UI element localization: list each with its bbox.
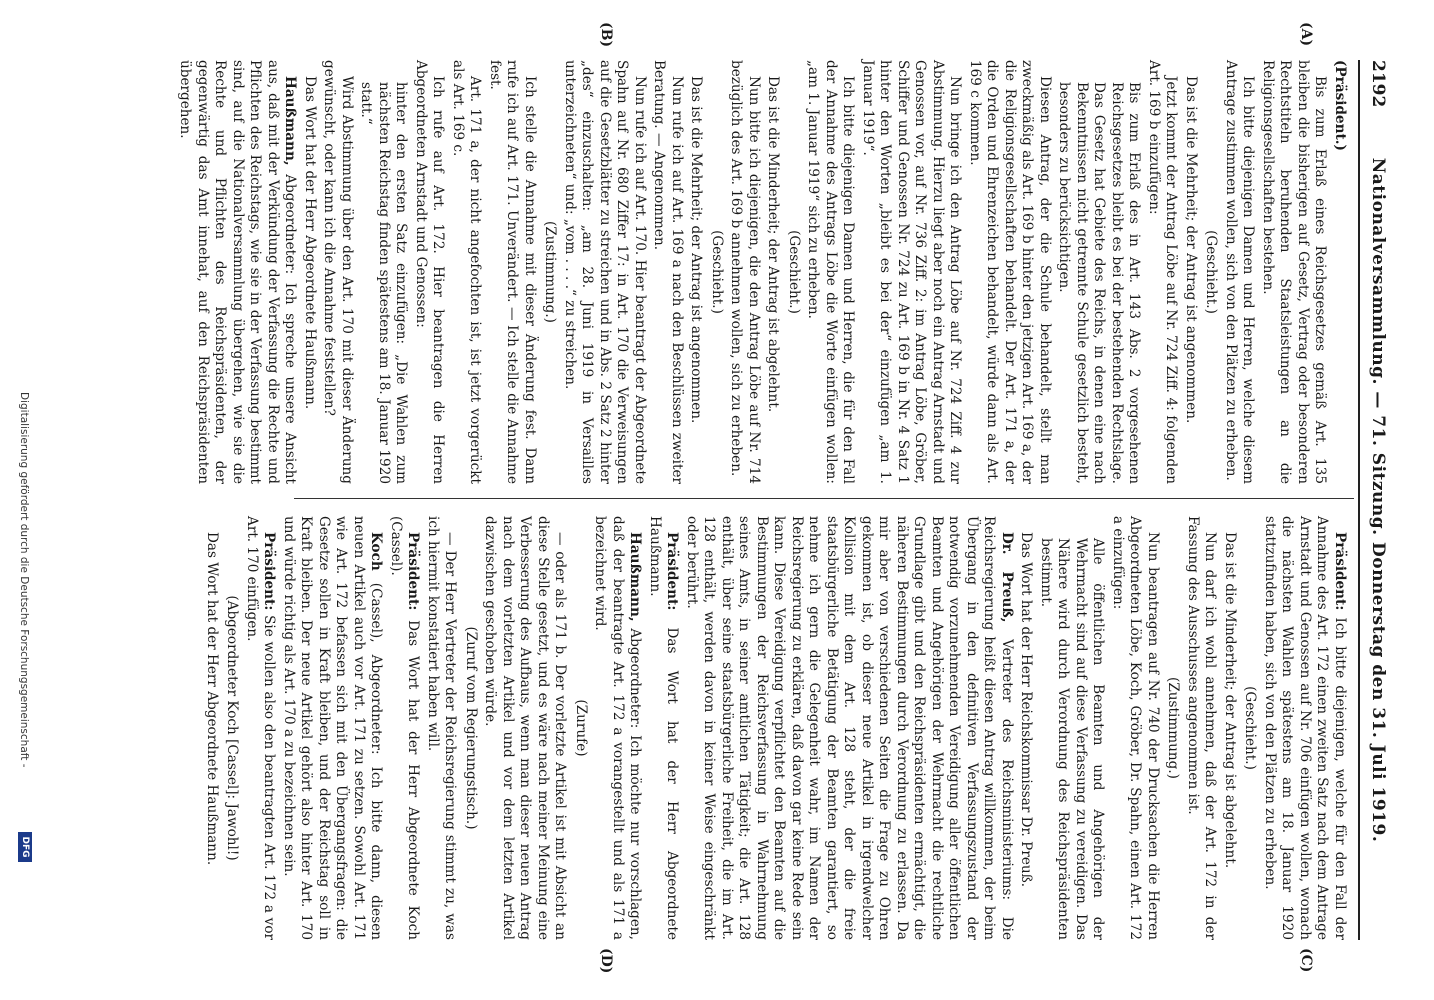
footer-text: Digitalisierung gefördert durch die Deutsche Forschungsgemeinschaft - bbox=[18, 392, 30, 768]
stage-direction bbox=[572, 516, 590, 940]
paragraph-text: Diesen Antrag, der die Schule behandelt, stellt man zweckmäßig als Art. 169 b hinter den jetzigen Art. 169 a, der die Religionsgesellschaften behandelt. Der Art. 171 a, der die Orden und Ehrenzeichen behandelt, würde dann als Art. 169 c kommen. bbox=[967, 60, 1053, 484]
paragraph-text: Nun darf ich wohl annehmen, daß der Art. 172 in der Fassung des Ausschusses angenommen ist. bbox=[1185, 516, 1219, 940]
paragraph bbox=[1145, 60, 1180, 484]
paragraph-text: Das ist die Mehrheit; der Antrag ist angenommen. bbox=[688, 76, 705, 424]
speaker-name: Präsident: bbox=[261, 532, 278, 611]
paragraph-text: Alle öffentlichen Beamten und Angehörigen der Wehrmacht sind auf diese Verfassung zu vereidigen. Das Nähere wird durch Verordnung des Reichspräsidenten bestimmt. bbox=[1038, 538, 1107, 940]
paragraph bbox=[280, 516, 385, 940]
paragraph bbox=[764, 60, 782, 484]
paragraph-text: Das Wort hat der Herr Abgeordnete Haußmann. bbox=[647, 516, 681, 941]
paragraph-text: Das Wort hat der Herr Abgeordnete Haußmann. bbox=[302, 76, 318, 410]
paragraph bbox=[646, 516, 681, 940]
paragraph bbox=[412, 60, 447, 484]
paragraph-text: Wird Abstimmung über den Art. 170 mit dieser Änderung gewünscht, oder kann ich die Annahme feststellen? bbox=[321, 60, 355, 484]
paragraph-text: Nun rufe ich auf Art. 170. Hier beantragt der Abgeordnete Spahn auf Nr. 680 Ziffer 17: in Art. 170 die Verweisungen auf die Gesetzblätter zu streichen und in Abs. 2 Satz 2 hinter „des“ einzuschalten: „am 28. Juni 1919 in Versailles unterzeichneten“ und: „vom . . . .“ zu streichen. bbox=[562, 60, 648, 484]
paragraph-text: (Zustimmung.) bbox=[542, 221, 559, 323]
paragraph-text: (Zustimmung.) bbox=[1165, 677, 1182, 779]
paragraph bbox=[481, 516, 569, 940]
paragraph-text: Nun rufe ich auf Art. 169 a nach den Beschlüssen zweiter Beratung. — Angenommen. bbox=[651, 60, 685, 484]
paragraph bbox=[1261, 516, 1349, 940]
paragraph-text: Nun beantragen auf Nr. 740 der Drucksachen die Herren Abgeordneten Löbe, Koch, Gröber, Dr. Spahn, einen Art. 172 a einzufügen: bbox=[1110, 516, 1161, 940]
column-divider bbox=[294, 498, 1354, 499]
paragraph-text: Das Wort hat der Herr Abgeordnete Koch (Cassel). bbox=[388, 516, 422, 940]
speaker-name: Haußmann, bbox=[627, 532, 644, 622]
footer-credit bbox=[14, 0, 34, 1000]
paragraph-text: Das ist die Minderheit; der Antrag ist abgelehnt. bbox=[765, 76, 782, 413]
paragraph-text: Ich stelle die Annahme mit dieser Änderung fest. Dann rufe ich auf Art. 171. Unverändert. — Ich stelle die Annahme fest. bbox=[487, 60, 538, 484]
paragraph bbox=[176, 60, 299, 484]
paragraph-text: (Geschieht.) bbox=[1203, 230, 1220, 314]
stage-direction bbox=[541, 60, 559, 484]
paragraph-text: (Abgeordneter Koch [Cassel]: Jawohl!) bbox=[224, 595, 241, 861]
left-text-column bbox=[174, 60, 1348, 484]
paragraph-text: — oder als 171 b. Der vorletzte Artikel ist mit Absicht an diese Stelle gesetzt, und es wäre nach meiner Meinung eine Verbesserung des Aufbaus, wenn man dieser neuen Antrag nach dem vorletzten Artikel und vor dem letzten Artikel dazwischen geschoben würde. bbox=[482, 516, 569, 940]
page-number: 2192 bbox=[1368, 60, 1388, 108]
speaker-line bbox=[1331, 60, 1349, 484]
speaker-name: Präsident: bbox=[1332, 532, 1348, 611]
paragraph-text: (Cassel), Abgeordneter: Ich bitte dann, diesen neuen Artikel auch vor Art. 171 zu setzen. Sowohl Art. 171 wie Art. 172 befassen sich mit den Übergangsfragen: die Gesetze sollen in Kraft bleiben, und der Reichstag soll in Kraft bleiben. Der neue Artikel gehört also hinter Art. 170 und würde richtig als Art. 170 a zu bezeichnen sein. bbox=[281, 516, 385, 940]
paragraph-text: (Geschieht.) bbox=[709, 230, 725, 314]
paragraph bbox=[1184, 516, 1219, 940]
paragraph bbox=[1222, 60, 1257, 484]
stage-direction bbox=[785, 60, 803, 484]
stage-direction bbox=[708, 60, 726, 484]
speaker-name: Präsident: bbox=[405, 532, 422, 611]
paragraph bbox=[804, 60, 857, 484]
paragraph-text: Das Wort hat der Herr Abgeordnete Haußmann. bbox=[204, 532, 220, 866]
paragraph-text: Abgeordneter: Ich spreche unsere Ansicht aus, daß mit der Verkündung der Verfassung die Rechte und Pflichten des Reichstags, wie sie in der Verfassung bestimmt sind, auf die Nationalversammlung übergehen, wie sie die Rechte und Pflichten des Reichspräsidenten, der gegenwärtig das Amt innehat, auf den Reichspräsidenten übergehen. bbox=[177, 60, 299, 484]
paragraph bbox=[687, 60, 705, 484]
page-header bbox=[1358, 60, 1394, 940]
paragraph bbox=[859, 60, 964, 484]
paragraph bbox=[1017, 516, 1035, 940]
quoted-motion bbox=[357, 60, 410, 484]
quoted-motion bbox=[1055, 60, 1143, 484]
quoted-motion bbox=[1037, 516, 1107, 940]
stage-direction bbox=[1241, 516, 1259, 940]
paragraph-text: Das ist die Mehrheit; der Antrag ist angenommen. bbox=[1183, 76, 1199, 424]
paragraph bbox=[727, 60, 762, 484]
speaker-name: Präsident: bbox=[664, 532, 681, 611]
paragraph-text: Das ist die Minderheit; der Antrag ist abgelehnt. bbox=[1222, 532, 1238, 869]
paragraph-text: Vertreter des Reichsministeriums: Die Reichsregierung heißt diesen Antrag willkommen, der beim Übergang in den definitiven Verfassungszustand der notwendig vorzunehmenden Vereidigung aller öffentlichen Beamten und Angehörigen der Wehrmacht die rechtliche Grundlage gibt und den Reichspräsidenten ermächtigt, die näheren Bestimmungen durch Verordnung zu erlassen. Da mir aber von verschiedenen Seiten die Frage zu Ohren gekommen ist, ob dieser neue Artikel in irgendwelcher Kollision mit dem Art. 128 steht, der die freie staatsbürgerliche Betätigung der Beamten garantiert, so nehme ich gern die Gelegenheit wahr, im Namen der Reichsregierung zu erklären, daß davon gar keine Rede sein kann. Diese Vereidigung verpflichtet den Beamten auf die Bestimmungen der Reichsverfassung in Wahrnehmung seines Amts, in seiner amtlichen Tätigkeit; die Art. 128 enthält, über seine staatsbürgerliche Freiheit, die im Art. 128 enthält, werden davon in keiner Weise eingeschränkt oder berührt. bbox=[684, 516, 1015, 940]
speaker-name: Dr. Preuß, bbox=[999, 532, 1015, 623]
speaker-name: Koch bbox=[368, 532, 385, 571]
margin-marker-c: (C) bbox=[1298, 948, 1314, 973]
paragraph bbox=[1259, 60, 1329, 484]
paragraph bbox=[683, 516, 1016, 940]
paragraph bbox=[301, 60, 319, 484]
paragraph-text: Bis zum Erlaß des in Art. 143 Abs. 2 vorgesehenen Reichsgesetzes bleibt es bei der bestehenden Rechtslage. Das Gesetz hat Gebiete des Reichs, in denen eine nach Bekenntnissen nicht getrennte Schule gesetzlich besteht, besonders zu berücksichtigen. bbox=[1056, 82, 1143, 484]
paragraph bbox=[486, 60, 539, 484]
paragraph-text: (Zuruf vom Regierungstisch.) bbox=[463, 626, 479, 830]
paragraph bbox=[243, 516, 278, 940]
speaker-name: Haußmann, bbox=[282, 76, 299, 166]
paragraph-text: (Geschieht.) bbox=[1242, 686, 1259, 770]
paragraph bbox=[320, 60, 355, 484]
dfg-logo: DFG bbox=[18, 832, 32, 862]
paragraph-text: (Geschieht.) bbox=[786, 230, 802, 314]
paragraph-text: Abgeordneter: Ich möchte nur vorschlagen, daß der beantragte Art. 172 a vorangestellt und als 171 a bezeichnet wird. bbox=[592, 516, 644, 940]
paragraph bbox=[424, 516, 459, 940]
paragraph-text: Sie wollen also den beantragten Art. 172 a vor Art. 170 einfügen. bbox=[244, 516, 278, 940]
paragraph-text: Nun bitte ich diejenigen, die den Antrag Löbe auf Nr. 714 bezüglich des Art. 169 b annehmen wollen, sich zu erheben. bbox=[728, 60, 762, 484]
paragraph-text: hinter den ersten Satz einzufügen: „Die Wahlen zum nächsten Reichstag finden spätestens am 18. Januar 1920 statt.“ bbox=[358, 82, 410, 484]
paragraph bbox=[650, 60, 685, 484]
paragraph-text: Bis zum Erlaß eines Reichsgesetzes gemäß Art. 135 bleiben die bisherigen auf Gesetz, Vertrag oder besonderen Rechtstiteln beruhenden Staatsleistungen an die Religionsgesellschaften bestehen. bbox=[1260, 60, 1329, 484]
stage-direction bbox=[462, 516, 480, 940]
paragraph-text: Art. 171 a, der nicht angefochten ist, ist jetzt vorgerückt als Art. 169 c. bbox=[450, 60, 484, 484]
paragraph-text: — Der Herr Vertreter der Reichsregierung stimmt zu, was ich hiermit konstatiert haben will. bbox=[425, 516, 459, 940]
paragraph bbox=[203, 516, 221, 940]
paragraph-text: (Zurufe) bbox=[573, 699, 589, 757]
right-text-column bbox=[201, 516, 1349, 940]
paragraph bbox=[966, 60, 1054, 484]
stage-direction bbox=[223, 516, 241, 940]
paragraph bbox=[1109, 516, 1162, 940]
stage-direction bbox=[1164, 516, 1182, 940]
paragraph bbox=[1182, 60, 1200, 484]
paragraph-text: Ich rufe auf Art. 172. Hier beantragen die Herren Abgeordneten Arnstadt und Genossen: bbox=[413, 60, 447, 484]
margin-marker-a: (A) bbox=[1298, 22, 1314, 47]
paragraph-text: Nun bringe ich den Antrag Löbe auf Nr. 724 Ziff. 4 zur Abstimmung. Hierzu liegt aber noch ein Antrag Arnstadt und Genossen vor, auf Nr. 736 Ziff. 2: im Antrag Löbe, Gröber, Schiffer und Genossen Nr. 724 zu Art. 169 b in Nr. 4 Satz 1 hinter den Worten „bleibt es bei der“ einzufügen „am 1. Januar 1919“. bbox=[860, 60, 964, 484]
paragraph bbox=[1221, 516, 1239, 940]
page-title: Nationalversammlung. — 71. Sitzung. Donnerstag den 31. Juli 1919. bbox=[1368, 157, 1388, 843]
paragraph-text: Das Wort hat der Herr Reichskommissar Dr. Preuß. bbox=[1018, 532, 1035, 888]
margin-marker-d: (D) bbox=[598, 948, 614, 974]
paragraph-text: Ich bitte diejenigen Damen und Herren, welche diesem Antrage zustimmen wollen, sich von den Plätzen zu erheben. bbox=[1223, 60, 1257, 484]
stage-direction bbox=[1202, 60, 1220, 484]
paragraph bbox=[591, 516, 644, 940]
paragraph bbox=[387, 516, 422, 940]
speaker-name: (Präsident.) bbox=[1332, 60, 1348, 151]
paragraph bbox=[561, 60, 649, 484]
paragraph-text: Ich bitte diejenigen Damen und Herren, die für den Fall der Annahme des Antrags Löbe die Worte einfügen wollen: „am 1. Januar 1919“ sich zu erheben. bbox=[805, 60, 857, 484]
paragraph-text: Ich bitte diejenigen, welche für den Fall der Annahme des Art. 172 einen zweiten Satz nach dem Antrage Arnstadt und Genossen auf Nr. 706 einfügen wollen, wonach die nächsten Wahlen spätestens am 18. Januar 1920 stattzufinden haben, sich von den Plätzen zu erheben. bbox=[1262, 516, 1348, 940]
paragraph bbox=[449, 60, 484, 484]
paragraph-text: Jetzt kommt der Antrag Löbe auf Nr. 724 Ziff. 4: folgenden Art. 169 b einzufügen: bbox=[1146, 60, 1180, 484]
margin-marker-b: (B) bbox=[598, 22, 614, 48]
